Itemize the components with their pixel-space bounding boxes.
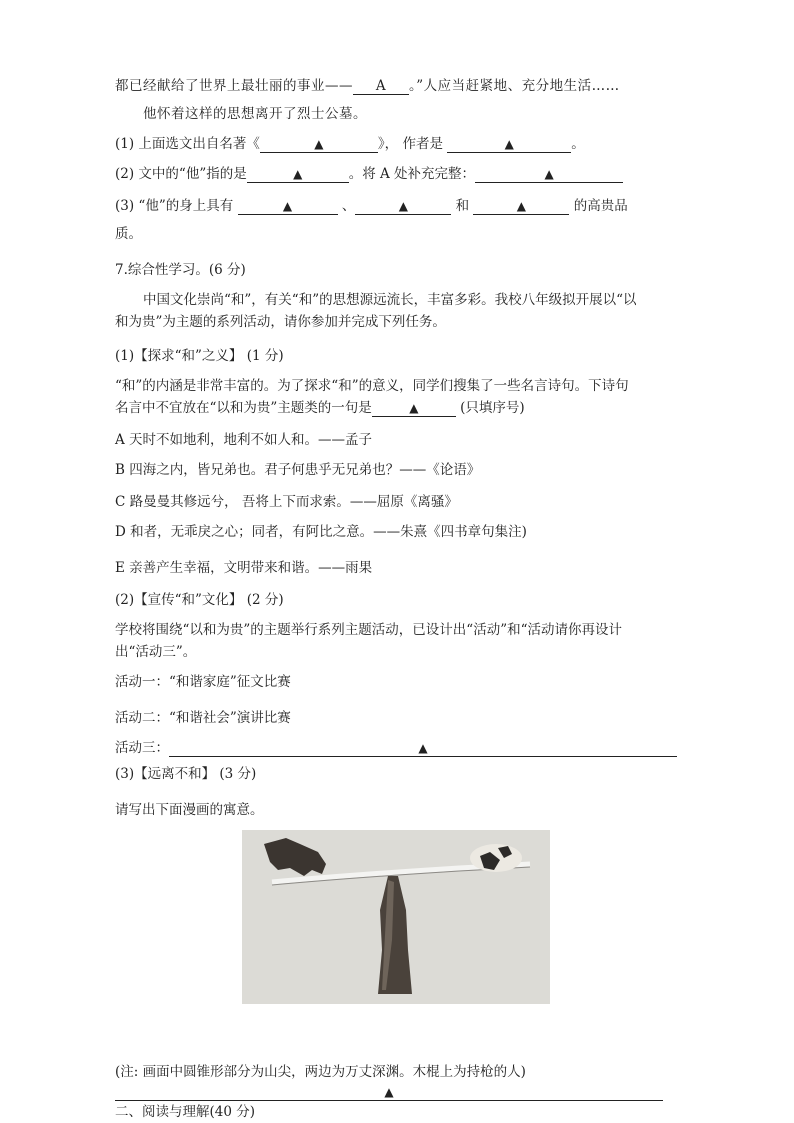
answer-blank[interactable]: [355, 198, 451, 215]
answer-line[interactable]: [169, 740, 677, 757]
option-e: E 亲善产生幸福，文明带来和谐。——雨果: [115, 560, 373, 576]
question-7-title: 7.综合性学习。(6 分): [115, 262, 246, 278]
activity-1: 活动一：“和谐家庭”征文比赛: [115, 674, 291, 690]
subquestion-title: (2)【宣传“和”文化】 (2 分): [115, 592, 284, 608]
fill-blank-a[interactable]: A: [353, 78, 409, 95]
triangle-marker-icon: ▲: [314, 137, 324, 151]
triangle-marker-icon: ▲: [409, 401, 419, 415]
text-line: 请写出下面漫画的寓意。: [115, 802, 264, 818]
text-line: 和为贵”为主题的系列活动，请你参加并完成下列任务。: [115, 314, 446, 330]
note-text: (注: 画面中圆锥形部分为山尖，两边为万丈深渊。木棍上为持枪的人): [115, 1064, 526, 1080]
answer-blank[interactable]: [447, 136, 571, 153]
triangle-marker-icon: ▲: [504, 137, 514, 151]
text-line: 都已经献给了世界上最壮丽的事业—— A 。”人应当赶紧地、充分地生活……: [115, 78, 620, 94]
answer-blank[interactable]: [115, 1084, 663, 1101]
option-a: A 天时不如地利，地利不如人和。——孟子: [115, 432, 373, 448]
triangle-marker-icon: ▲: [516, 199, 527, 213]
text-line: 质。: [115, 226, 142, 242]
answer-line[interactable]: [115, 1082, 663, 1102]
activity-2: 活动二：“和谐社会”演讲比赛: [115, 710, 291, 726]
option-c: C 路曼曼其修远兮， 吾将上下而求索。——屈原《离骚》: [115, 494, 458, 510]
answer-blank[interactable]: [238, 198, 338, 215]
answer-blank[interactable]: [247, 166, 349, 183]
text-line: “和”的内涵是非常丰富的。为了探求“和”的意义，同学们搜集了一些名言诗句。下诗句: [115, 378, 629, 394]
answer-blank[interactable]: [260, 136, 378, 153]
triangle-marker-icon: ▲: [293, 167, 303, 181]
answer-blank[interactable]: [475, 166, 623, 183]
option-b: B 四海之内，皆兄弟也。君子何患乎无兄弟也？——《论语》: [115, 462, 481, 478]
text-line: 名言中不宜放在“以和为贵”主题类的一句是 ▲ (只填序号): [115, 400, 525, 416]
activity-3: 活动三： ▲: [115, 738, 677, 758]
triangle-marker-icon: ▲: [544, 167, 554, 181]
triangle-marker-icon: ▲: [282, 199, 293, 213]
question-6-2: (2) 文中的“他”指的是 ▲ 。将 A 处补充完整： ▲: [115, 164, 623, 184]
triangle-marker-icon: ▲: [384, 1085, 394, 1099]
text-line: 学校将围绕“以和为贵”的主题举行系列主题活动，已设计出“活动”和“活动请你再设计: [115, 622, 623, 638]
cartoon-drawing: [242, 830, 550, 1004]
triangle-marker-icon: ▲: [398, 199, 408, 213]
text-line: 他怀着这样的思想离开了烈士公墓。: [143, 106, 367, 122]
cartoon-image: [242, 830, 550, 1004]
answer-blank[interactable]: [372, 400, 456, 417]
subquestion-title: (1)【探求“和”之义】 (1 分): [115, 348, 284, 364]
section-heading: 二、阅读与理解(40 分): [115, 1104, 256, 1120]
answer-blank[interactable]: [473, 198, 569, 215]
question-6-1: (1) 上面选文出自名著《 ▲ 》， 作者是 ▲ 。: [115, 136, 585, 152]
text-line: 中国文化崇尚“和”，有关“和”的思想源远流长，丰富多彩。我校八年级拟开展以“以: [143, 292, 637, 308]
triangle-marker-icon: ▲: [418, 741, 428, 755]
subquestion-title: (3)【远离不和】 (3 分): [115, 766, 257, 782]
question-6-3: (3) “他”的身上具有 ▲ 、 ▲ 和 ▲ 的高贵品: [115, 198, 628, 214]
text-line: 出“活动三”。: [115, 644, 197, 660]
option-d: D 和者，无乖戾之心；同者，有阿比之意。——朱熹《四书章句集注): [115, 524, 527, 540]
